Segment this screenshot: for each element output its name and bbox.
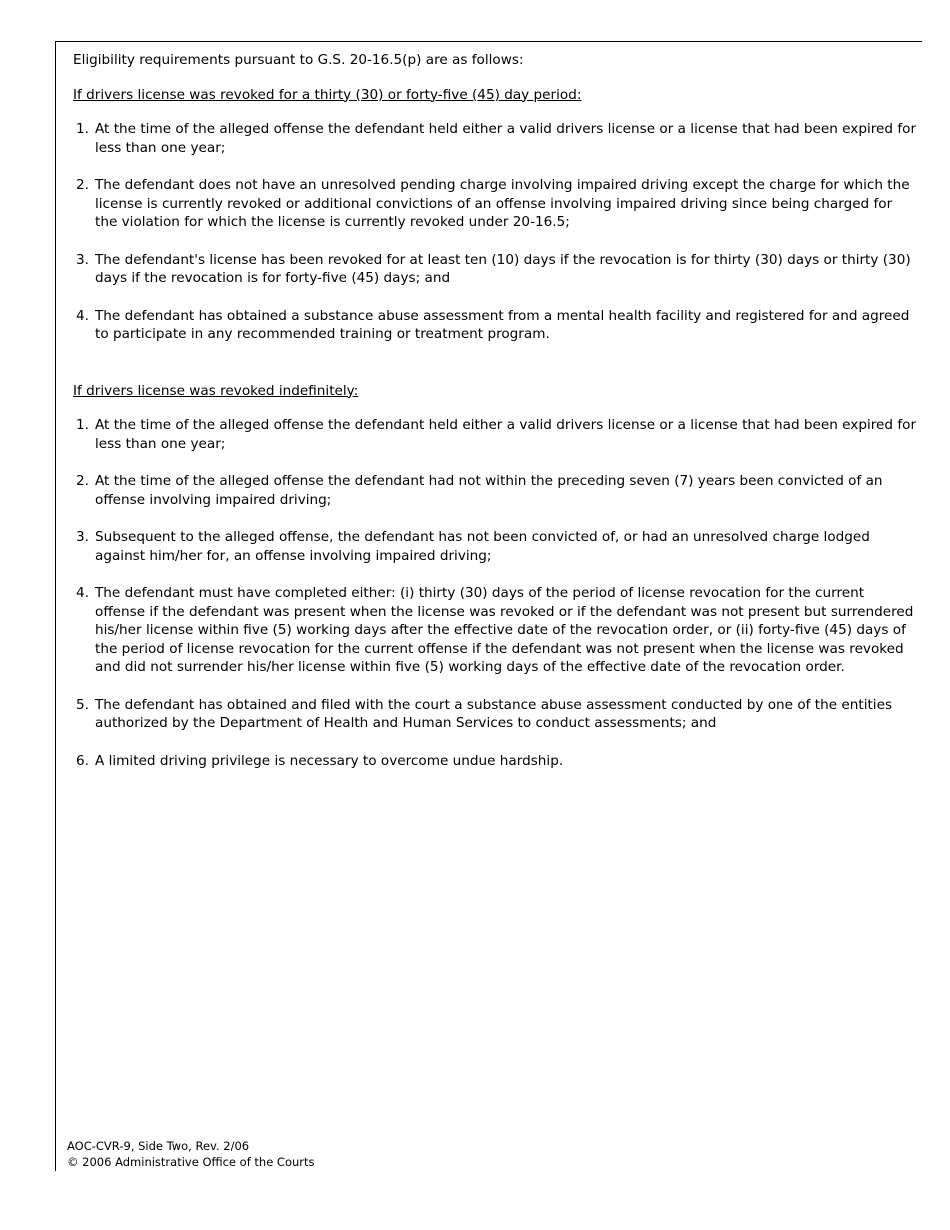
list-item bbox=[73, 472, 918, 509]
section-2-list bbox=[73, 416, 918, 770]
item-number: 5. bbox=[76, 696, 89, 713]
section-spacer bbox=[73, 363, 918, 382]
item-text: At the time of the alleged offense the defendant held either a valid drivers license or a license that had been expired for less than one year; bbox=[95, 121, 917, 156]
list-item bbox=[73, 584, 918, 677]
item-text: At the time of the alleged offense the defendant had not within the preceding seven (7) years been convicted of an offense involving impaired driving; bbox=[95, 473, 883, 508]
item-text: The defendant has obtained a substance abuse assessment from a mental health facility and registered for and agreed to participate in any recommended training or treatment program. bbox=[95, 307, 910, 342]
form-id: AOC-CVR-9, Side Two, Rev. 2/06 bbox=[67, 1139, 250, 1153]
frame-left-border bbox=[55, 41, 56, 1171]
document-body bbox=[73, 51, 918, 789]
frame-top-border bbox=[55, 41, 922, 42]
item-number: 1. bbox=[76, 417, 89, 433]
item-number: 1. bbox=[76, 121, 89, 137]
list-item bbox=[73, 251, 918, 288]
intro-text: Eligibility requirements pursuant to G.S. 20-16.5(p) are as follows: bbox=[73, 52, 524, 68]
item-number: 3. bbox=[76, 251, 89, 268]
item-number: 2. bbox=[76, 473, 89, 489]
item-text: The defendant has obtained and filed with the court a substance abuse assessment conducted by one of the entities authorized by the Department of Health and Human Services to conduct assessments; and bbox=[95, 696, 893, 731]
copyright-notice: © 2006 Administrative Office of the Courts bbox=[67, 1155, 315, 1169]
item-text: The defendant's license has been revoked for at least ten (10) days if the revocation is for thirty (30) days or thirty (30) days if the revocation is for forty-five (45) days; and bbox=[95, 251, 911, 286]
item-number: 6. bbox=[76, 752, 89, 769]
item-number: 3. bbox=[76, 529, 89, 545]
list-item bbox=[73, 120, 918, 157]
item-text: The defendant does not have an unresolved pending charge involving impaired driving except the charge for which the license is currently revoked or additional convictions of an offense involving impaired driving since being charged for the violation for which the license is currently revoked under 20-16.5; bbox=[95, 177, 910, 230]
page-footer bbox=[67, 1138, 315, 1170]
item-text: At the time of the alleged offense the defendant held either a valid drivers license or a license that had been expired for less than one year; bbox=[95, 417, 917, 452]
item-text: The defendant must have completed either: (i) thirty (30) days of the period of license revocation for the current offense if the defendant was present when the license was revoked or if the defendant was not present but surrendered his/her license within five (5) working days after the effective date of the revocation order, or (ii) forty-five (45) days of the period of license revocation for the current offense if the defendant was not present when the license was revoked and did not surrender his/her license within five (5) working days of the effective date of the revocation order. bbox=[95, 585, 914, 675]
list-item bbox=[73, 528, 918, 565]
list-item bbox=[73, 696, 918, 733]
section-1-list bbox=[73, 120, 918, 344]
list-item bbox=[73, 752, 918, 771]
list-item bbox=[73, 176, 918, 232]
list-item bbox=[73, 307, 918, 344]
item-text: A limited driving privilege is necessary to overcome undue hardship. bbox=[95, 752, 564, 769]
section-2-heading: If drivers license was revoked indefinitely: bbox=[73, 382, 359, 399]
item-text: Subsequent to the alleged offense, the defendant has not been convicted of, or had an unresolved charge lodged against him/her for, an offense involving impaired driving; bbox=[95, 529, 870, 564]
section-1-heading: If drivers license was revoked for a thirty (30) or forty-five (45) day period: bbox=[73, 86, 582, 103]
item-number: 2. bbox=[76, 177, 89, 193]
list-item bbox=[73, 416, 918, 453]
item-number: 4. bbox=[76, 307, 89, 324]
item-number: 4. bbox=[76, 585, 89, 601]
